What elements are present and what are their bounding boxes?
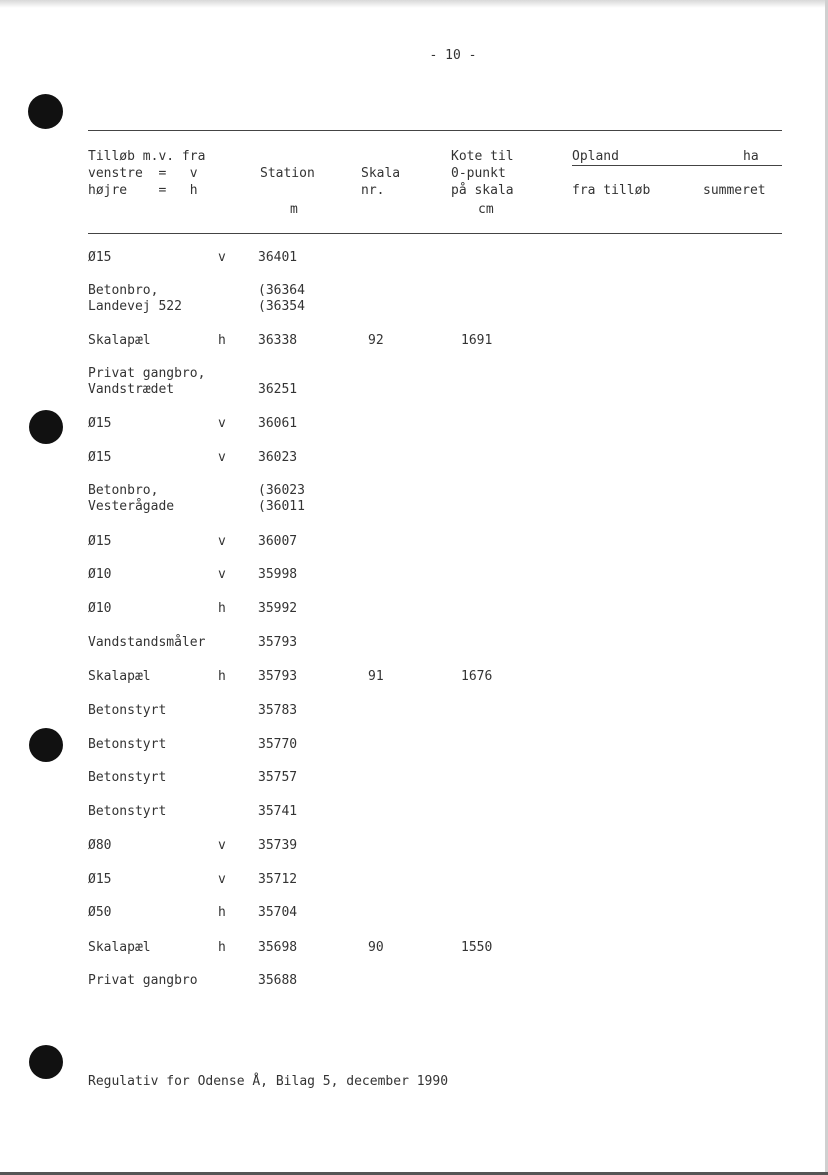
header-kote: Kote til <box>451 149 514 164</box>
header-venstre: venstre = v <box>88 166 198 181</box>
row-name: Ø15 <box>88 534 112 549</box>
header-0-punkt: 0-punkt <box>451 166 506 181</box>
row-station: 35704 <box>258 905 298 920</box>
row-side: v <box>218 838 226 853</box>
row-station: 36251 <box>258 382 298 397</box>
row-side: v <box>218 416 226 431</box>
row-station: 35739 <box>258 838 298 853</box>
row-station: 36061 <box>258 416 298 431</box>
row-station: 35741 <box>258 804 298 819</box>
row-station: 35998 <box>258 567 298 582</box>
row-station: 35712 <box>258 872 298 887</box>
header-paa-skala: på skala <box>451 183 514 198</box>
header-bottom-rule <box>88 233 782 234</box>
header-skala: Skala <box>361 166 401 181</box>
row-name: Ø10 <box>88 601 112 616</box>
header-kote-unit: cm <box>478 202 494 217</box>
row-name: Ø80 <box>88 838 112 853</box>
row-skala: 92 <box>368 333 384 348</box>
row-name: Ø15 <box>88 450 112 465</box>
row-name: Ø15 <box>88 872 112 887</box>
punch-hole <box>29 410 63 444</box>
header-opland-unit: ha <box>743 149 759 164</box>
row-name: Vandstandsmåler <box>88 635 206 650</box>
row-station: (36023 (36011 <box>258 483 305 514</box>
header-hoejre: højre = h <box>88 183 198 198</box>
row-skala: 90 <box>368 940 384 955</box>
punch-hole <box>29 1045 63 1079</box>
row-station: 35698 <box>258 940 298 955</box>
row-name: Privat gangbro, Vandstrædet <box>88 366 206 397</box>
header-tilloeb: Tilløb m.v. fra <box>88 149 206 164</box>
row-kote: 1676 <box>461 669 493 684</box>
opland-underline <box>572 165 782 166</box>
row-station: 36401 <box>258 250 298 265</box>
row-name: Ø10 <box>88 567 112 582</box>
row-name: Betonbro, Vesterågade <box>88 483 175 514</box>
row-side: h <box>218 601 226 616</box>
row-station: 36007 <box>258 534 298 549</box>
row-side: h <box>218 669 226 684</box>
row-side: v <box>218 872 226 887</box>
row-name: Ø15 <box>88 416 112 431</box>
row-side: v <box>218 450 226 465</box>
row-side: v <box>218 250 226 265</box>
row-station: 35770 <box>258 737 298 752</box>
row-station: 36023 <box>258 450 298 465</box>
row-name: Skalapæl <box>88 333 151 348</box>
row-station: 35757 <box>258 770 298 785</box>
row-skala: 91 <box>368 669 384 684</box>
row-kote: 1550 <box>461 940 493 955</box>
row-name: Skalapæl <box>88 940 151 955</box>
row-name: Betonstyrt <box>88 770 167 785</box>
footer-text: Regulativ for Odense Å, Bilag 5, december 1990 <box>88 1074 449 1089</box>
row-side: h <box>218 905 226 920</box>
row-name: Betonbro, Landevej 522 <box>88 283 182 314</box>
row-side: h <box>218 333 226 348</box>
header-opland: Opland <box>572 149 619 164</box>
row-name: Skalapæl <box>88 669 151 684</box>
header-station-unit: m <box>290 202 298 217</box>
row-station: (36364 (36354 <box>258 283 305 314</box>
punch-hole <box>28 94 63 129</box>
row-name: Betonstyrt <box>88 804 167 819</box>
header-fra-tilloeb: fra tilløb <box>572 183 651 198</box>
row-side: v <box>218 534 226 549</box>
row-side: h <box>218 940 226 955</box>
row-name: Betonstyrt <box>88 737 167 752</box>
row-station: 35793 <box>258 635 298 650</box>
header-top-rule <box>88 130 782 131</box>
scan-top-edge <box>0 0 828 8</box>
row-station: 36338 <box>258 333 298 348</box>
row-kote: 1691 <box>461 333 493 348</box>
row-station: 35793 <box>258 669 298 684</box>
row-station: 35688 <box>258 973 298 988</box>
header-skala-nr: nr. <box>361 183 385 198</box>
row-station: 35992 <box>258 601 298 616</box>
row-name: Ø15 <box>88 250 112 265</box>
punch-hole <box>29 728 63 762</box>
row-name: Privat gangbro <box>88 973 198 988</box>
row-side: v <box>218 567 226 582</box>
header-station: Station <box>260 166 315 181</box>
row-station: 35783 <box>258 703 298 718</box>
row-name: Betonstyrt <box>88 703 167 718</box>
header-summeret: summeret <box>703 183 766 198</box>
page-number: - 10 - <box>429 48 477 63</box>
row-name: Ø50 <box>88 905 112 920</box>
